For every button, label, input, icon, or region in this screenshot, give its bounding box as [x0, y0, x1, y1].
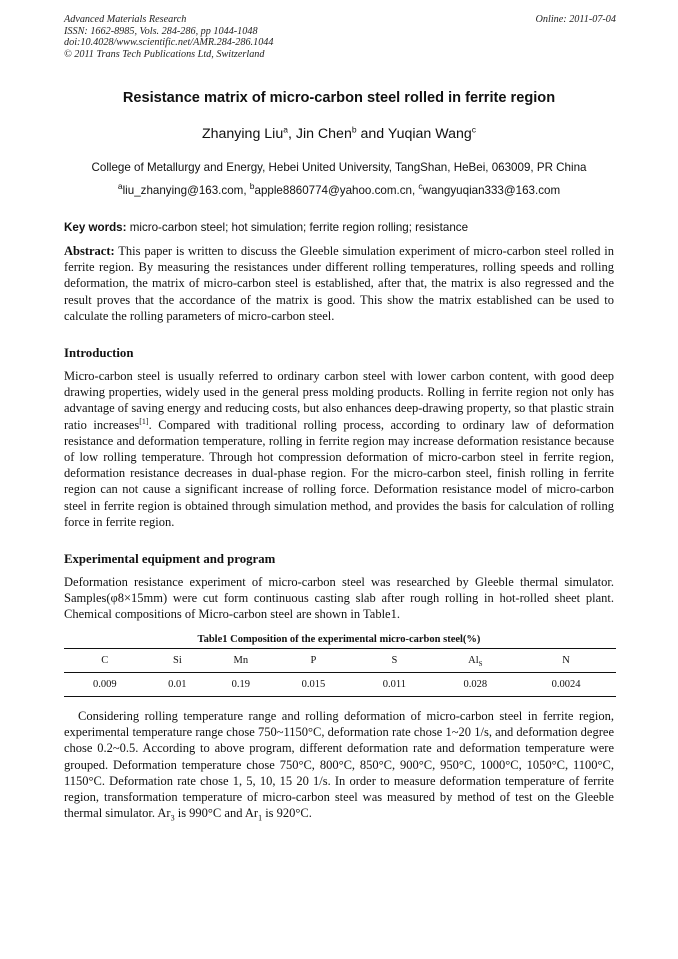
table-cell: 0.0024: [516, 673, 616, 697]
table-cell: 0.19: [209, 673, 272, 697]
keywords-label: Key words:: [64, 221, 127, 234]
email-link[interactable]: liu_zhanying@163.com: [122, 184, 244, 197]
keywords: [64, 221, 624, 234]
intro-text: Micro-carbon steel is usually referred to ordinary carbon steel with lower carbon content, with good deep drawing properties, widely used in the general press molding products. Rolling in ferrite region not only has advantage of saving energy and reducing costs, but also enhances deep-drawing property, so that plastic strain ratio increases: [64, 369, 614, 432]
table-header-cell: C: [64, 649, 146, 673]
table-caption: Table1 Composition of the experimental micro-carbon steel(%): [197, 634, 481, 645]
table-cell: 0.01: [146, 673, 209, 697]
affiliation: College of Metallurgy and Energy, Hebei United University, TangShan, HeBei, 063009, PR China: [91, 161, 587, 174]
doi-line: doi:10.4028/www.scientific.net/AMR.284-286.1044: [64, 37, 274, 49]
table-header-cell: S: [354, 649, 434, 673]
header-text: Al: [468, 655, 479, 666]
author-name: Zhanying Liu: [201, 126, 284, 142]
email-list: $^a$liu_zhanying@163.com, $^b$apple8860774@yahoo.com.cn, $^c$wangyuqian333@163.com: [117, 181, 561, 197]
subscript: 1: [258, 813, 263, 823]
method-paragraph: [64, 708, 614, 821]
composition-table: [64, 648, 616, 697]
abstract-text: This paper is written to discuss the Gleeble simulation experiment of micro-carbon steel rolled in ferrite region. By measuring the resistances under different rolling temperatures, rolling speeds and rolling deformation, the matrix of micro-carbon steel is established, after that, the matrix is also regressed and the result proves that the accordance of the matrix is good. This show the matrix established can be used to calculate the rolling parameters of micro-carbon steel.: [64, 244, 614, 323]
author-mark: b: [351, 124, 357, 135]
email-mark: b: [249, 181, 255, 192]
table-header-row: [64, 649, 616, 673]
abstract: [64, 243, 614, 324]
email-mark: a: [117, 181, 123, 192]
author-name: Yuqian Wang: [387, 126, 472, 142]
keywords-text: micro-carbon steel; hot simulation; ferrite region rolling; resistance: [126, 221, 469, 234]
table-cell: 0.009: [64, 673, 146, 697]
section-heading-introduction: Introduction: [64, 346, 134, 360]
table-header-cell: [435, 649, 517, 673]
email-mark: c: [418, 181, 423, 192]
issn-line: ISSN: 1662-8985, Vols. 284-286, pp 1044-1048: [64, 25, 258, 37]
introduction-paragraph: [64, 368, 614, 530]
table-header-cell: P: [273, 649, 355, 673]
citation-link[interactable]: [1]: [139, 416, 149, 426]
email-link[interactable]: apple8860774@yahoo.com.cn: [254, 184, 412, 197]
table-header-cell: Mn: [209, 649, 272, 673]
section-heading-experimental: Experimental equipment and program: [64, 552, 276, 566]
journal-name: Advanced Materials Research: [64, 14, 187, 25]
table-cell: 0.011: [354, 673, 434, 697]
author-mark: c: [471, 124, 477, 135]
table-cell: 0.015: [273, 673, 355, 697]
author-name: Jin Chen: [295, 126, 352, 142]
table-cell: 0.028: [435, 673, 517, 697]
author-separator: and: [356, 126, 388, 142]
table-header-cell: N: [516, 649, 616, 673]
author-separator: ,: [287, 126, 296, 142]
subscript: 3: [170, 813, 175, 823]
table-row: [64, 673, 616, 697]
method-text: is 990°C and Ar: [174, 806, 259, 821]
experimental-paragraph: Deformation resistance experiment of micro-carbon steel was researched by Gleeble thermal simulator. Samples(φ8×15mm) were cut form continuous casting slab after rough rolling in hot-rolled sheet plant. Chemical compositions of Micro-carbon steel are shown in Table1.: [64, 575, 614, 622]
method-text: Considering rolling temperature range and rolling deformation of micro-carbon steel in ferrite region, experimental temperature range chose 750~1150°C, deformation rate chose 1~20 1/s, and deformation degree chose 0.2~0.5. According to above program, different deformation rate and deformation temperature were grouped. Deformation temperature chose 750°C, 800°C, 850°C, 900°C, 950°C, 1000°C, 1050°C, 1100°C, 1150°C. Deformation rate chose 1, 5, 10, 15 20 1/s. In order to measure deformation temperature of ferrite region, transformation temperature of micro-carbon steel was measured by method of test on the Gleeble thermal simulator. Ar: [64, 709, 614, 821]
abstract-label: Abstract:: [64, 244, 115, 258]
header-subscript: S: [478, 660, 483, 669]
running-header: [64, 14, 616, 60]
author-mark: a: [283, 124, 288, 135]
intro-text: . Compared with traditional rolling process, according to ordinary law of deformation resistance and deformation temperature, rolling in ferrite region may increase deformation resistance because of low rolling temperature. Through hot compression deformation of micro-carbon steel in ferrite region, deformation resistance decreases in dual-phase region. For the micro-carbon steel, finish rolling in ferrite region can not cause a significant increase of rolling force. Deformation resistance model of micro-carbon steel in ferrite region is obtained through simulation method, and provides the basis for calculation of rolling force in ferrite region.: [64, 417, 614, 529]
copyright-line: © 2011 Trans Tech Publications Ltd, Switzerland: [64, 48, 265, 60]
email-link[interactable]: wangyuqian333@163.com: [422, 184, 561, 197]
table-header-cell: Si: [146, 649, 209, 673]
author-list: [40, 126, 638, 142]
paper-title: Resistance matrix of micro-carbon steel rolled in ferrite region: [122, 90, 556, 106]
online-date: Online: 2011-07-04: [535, 14, 616, 25]
method-text: is 920°C.: [262, 806, 312, 821]
